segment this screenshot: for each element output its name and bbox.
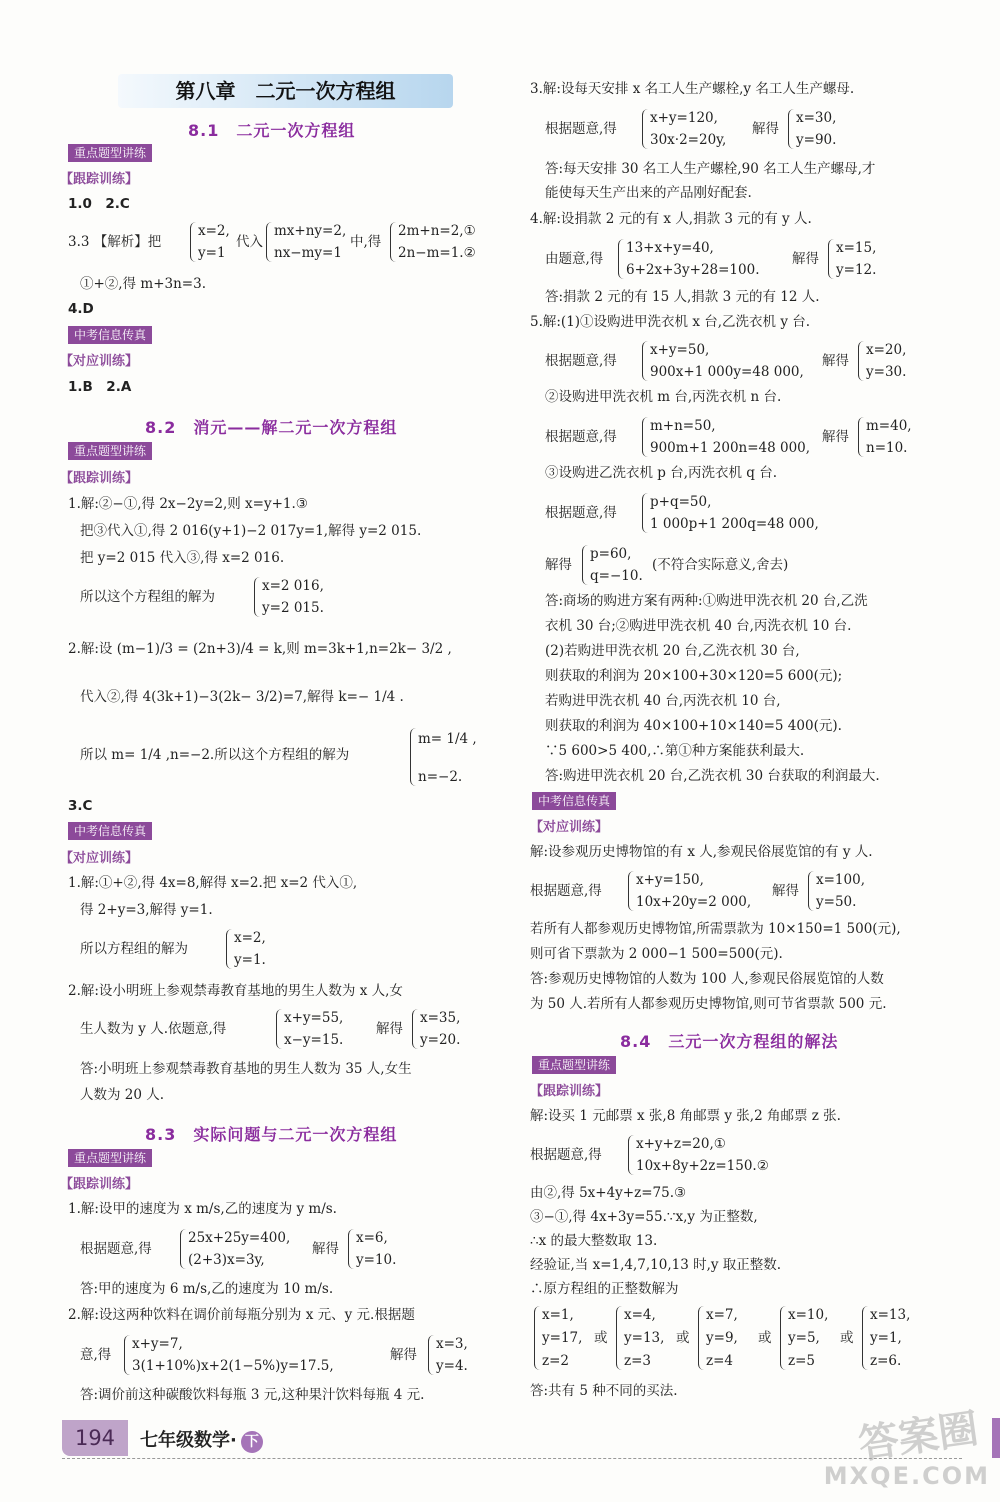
answer-line: 把③代入①,得 2 016(y+1)−2 017y=1,解得 y=2 015. bbox=[80, 523, 422, 539]
brace bbox=[124, 1335, 130, 1375]
eq: x=2, bbox=[234, 930, 266, 946]
answer-line: 解得 bbox=[752, 121, 779, 137]
solution-eq: y=9, bbox=[706, 1330, 738, 1346]
brace bbox=[410, 728, 416, 786]
tag-key-practice: 重点题型讲练 bbox=[68, 1149, 152, 1167]
eq: x=35, bbox=[420, 1010, 461, 1026]
eq: y=1. bbox=[234, 952, 266, 968]
answer-line: ②设购进甲洗衣机 m 台,丙洗衣机 n 台. bbox=[545, 389, 782, 405]
answer-line: 解得 bbox=[822, 429, 849, 445]
brace bbox=[616, 1306, 622, 1370]
brace bbox=[808, 871, 814, 911]
answer-line: 根据题意,得 bbox=[545, 505, 617, 521]
volume-badge: 下 bbox=[241, 1431, 263, 1453]
answer-line: 2.解:设这两种饮料在调价前每瓶分别为 x 元、y 元.根据题 bbox=[68, 1307, 415, 1323]
answer-line: 代入②,得 4(3k+1)−3(2k− 3/2)=7,解得 k=− 1/4 . bbox=[80, 689, 404, 705]
brace bbox=[412, 1009, 418, 1049]
answer-line: 由②,得 5x+4y+z=75.③ bbox=[530, 1185, 687, 1201]
answer-line: 解:设买 1 元邮票 x 张,8 角邮票 y 张,2 角邮票 z 张. bbox=[530, 1108, 841, 1124]
eq: 3(1+10%)x+2(1−5%)y=17.5, bbox=[132, 1358, 334, 1374]
footer-divider bbox=[62, 1458, 962, 1459]
page-number: 194 bbox=[62, 1420, 128, 1456]
answer-line: 人数为 20 人. bbox=[80, 1087, 165, 1103]
subtag-track: 【跟踪训练】 bbox=[530, 1084, 609, 1099]
answer-line: 答:捐款 2 元的有 15 人,捐款 3 元的有 12 人. bbox=[545, 289, 820, 305]
eq: 25x+25y=400, bbox=[188, 1230, 291, 1246]
answer-line: 生人数为 y 人.依题意,得 bbox=[80, 1021, 227, 1037]
answer-line: 解得 bbox=[390, 1347, 417, 1363]
eq: x+y+z=20,① bbox=[636, 1136, 726, 1152]
solution-separator: 或 bbox=[758, 1330, 772, 1346]
tag-key-practice: 重点题型讲练 bbox=[532, 1056, 616, 1074]
solution-eq: z=4 bbox=[706, 1353, 734, 1369]
eq: x+y=150, bbox=[636, 872, 704, 888]
answer-line: 1.解:①+②,得 4x=8,解得 x=2.把 x=2 代入①, bbox=[68, 875, 358, 891]
brace bbox=[582, 545, 588, 585]
answer-line: ∴原方程组的正整数解为 bbox=[530, 1281, 679, 1297]
answer-line: 答:参观历史博物馆的人数为 100 人,参观民俗展览馆的人数 bbox=[530, 971, 884, 987]
eq: y=20. bbox=[420, 1032, 461, 1048]
answer-line: 3.C bbox=[68, 798, 93, 814]
eq: y=30. bbox=[866, 364, 907, 380]
answer-line: 所以方程组的解为 bbox=[80, 941, 188, 957]
eq: x+y=7, bbox=[132, 1336, 183, 1352]
brace bbox=[618, 239, 624, 279]
brace bbox=[858, 341, 864, 381]
eq: q=−10. bbox=[590, 568, 643, 584]
answer-line: 解得 bbox=[772, 883, 799, 899]
answer-line: 1.0 2.C bbox=[68, 196, 130, 212]
eq: m=40, bbox=[866, 418, 912, 434]
answer-line: 若所有人都参观历史博物馆,所需票款为 10×150=1 500(元), bbox=[530, 921, 901, 937]
answer-line: 根据题意,得 bbox=[545, 429, 617, 445]
brace bbox=[180, 1229, 186, 1269]
tag-exam-info: 中考信息传真 bbox=[68, 822, 152, 840]
subtag-track: 【跟踪训练】 bbox=[60, 1177, 139, 1192]
brace bbox=[390, 222, 396, 262]
solution-eq: z=5 bbox=[788, 1353, 816, 1369]
eq: x−y=15. bbox=[284, 1032, 344, 1048]
eq: (2+3)x=3y, bbox=[188, 1252, 265, 1268]
brace bbox=[254, 577, 260, 617]
book-title-text: 七年级数学· bbox=[140, 1430, 237, 1451]
answer-line: 答:调价前这种碳酸饮料每瓶 3 元,这种果汁饮料每瓶 4 元. bbox=[80, 1387, 425, 1403]
answer-line: 答:小明班上参观禁毒教育基地的男生人数为 35 人,女生 bbox=[80, 1061, 412, 1077]
solution-eq: y=1, bbox=[870, 1330, 902, 1346]
brace bbox=[642, 493, 648, 533]
answer-line: 若购进甲洗衣机 40 台,丙洗衣机 10 台, bbox=[545, 693, 781, 709]
answer-line: ∴x 的最大整数取 13. bbox=[530, 1233, 658, 1249]
answer-line: 得 2+y=3,解得 y=1. bbox=[80, 902, 213, 918]
brace bbox=[266, 222, 272, 262]
brace bbox=[780, 1306, 786, 1370]
eq: x=20, bbox=[866, 342, 907, 358]
answer-line: 答:购进甲洗衣机 20 台,乙洗衣机 30 台获取的利润最大. bbox=[545, 768, 880, 784]
brace bbox=[226, 929, 232, 969]
section-8-2-title: 8.2 消元——解二元一次方程组 bbox=[145, 418, 398, 437]
eq: p=60, bbox=[590, 546, 632, 562]
answer-line: 则获取的利润为 40×100+10×140=5 400(元). bbox=[545, 718, 842, 734]
solution-eq: x=13, bbox=[870, 1307, 911, 1323]
answer-line: 根据题意,得 bbox=[545, 121, 617, 137]
brace bbox=[642, 417, 648, 457]
eq: m+n=50, bbox=[650, 418, 716, 434]
eq: x=3, bbox=[436, 1336, 468, 1352]
solution-eq: x=7, bbox=[706, 1307, 738, 1323]
eq: y=1 bbox=[198, 245, 226, 261]
eq: 900m+1 200n=48 000, bbox=[650, 440, 811, 456]
eq: mx+ny=2, bbox=[274, 223, 347, 239]
eq: 2m+n=2,① bbox=[398, 223, 476, 239]
answer-line: 4.解:设捐款 2 元的有 x 人,捐款 3 元的有 y 人. bbox=[530, 211, 812, 227]
answer-line: 答:商场的购进方案有两种:①购进甲洗衣机 20 台,乙洗 bbox=[545, 593, 868, 609]
answer-line: 解得 bbox=[822, 353, 849, 369]
answer-line: 中,得 bbox=[350, 234, 382, 250]
tag-exam-info: 中考信息传真 bbox=[68, 326, 152, 344]
brace bbox=[642, 341, 648, 381]
answer-line: 1.解:②−①,得 2x−2y=2,则 x=y+1.③ bbox=[68, 496, 308, 512]
brace bbox=[862, 1306, 868, 1370]
solution-separator: 或 bbox=[676, 1330, 690, 1346]
eq: n=10. bbox=[866, 440, 908, 456]
eq: y=50. bbox=[816, 894, 857, 910]
answer-line: 5.解:(1)①设购进甲洗衣机 x 台,乙洗衣机 y 台. bbox=[530, 314, 811, 330]
subtag-match: 【对应训练】 bbox=[60, 354, 139, 369]
answer-line: 1.解:设甲的速度为 x m/s,乙的速度为 y m/s. bbox=[68, 1201, 337, 1217]
subtag-match: 【对应训练】 bbox=[530, 820, 609, 835]
eq: 6+2x+3y+28=100. bbox=[626, 262, 760, 278]
answer-line: 则可省下票款为 2 000−1 500=500(元). bbox=[530, 946, 783, 962]
brace bbox=[190, 222, 196, 262]
solution-separator: 或 bbox=[840, 1330, 854, 1346]
edge-tab bbox=[992, 1418, 1000, 1458]
answer-line: ①+②,得 m+3n=3. bbox=[80, 276, 206, 292]
answer-line: 根据题意,得 bbox=[530, 1147, 602, 1163]
eq: x+y=120, bbox=[650, 110, 718, 126]
eq: x=6, bbox=[356, 1230, 388, 1246]
answer-line: 由题意,得 bbox=[545, 251, 604, 267]
eq: x=2, bbox=[198, 223, 230, 239]
solution-eq: x=1, bbox=[542, 1307, 574, 1323]
brace bbox=[628, 871, 634, 911]
solution-separator: 或 bbox=[594, 1330, 608, 1346]
eq: y=12. bbox=[836, 262, 877, 278]
answer-line: 根据题意,得 bbox=[545, 353, 617, 369]
brace bbox=[276, 1009, 282, 1049]
answer-line: 为 50 人.若所有人都参观历史博物馆,则可节省票款 500 元. bbox=[530, 996, 887, 1012]
answer-line: 解得 bbox=[792, 251, 819, 267]
section-8-3-title: 8.3 实际问题与二元一次方程组 bbox=[145, 1125, 398, 1144]
brace bbox=[788, 109, 794, 149]
subtag-match: 【对应训练】 bbox=[60, 851, 139, 866]
solution-eq: y=13, bbox=[624, 1330, 665, 1346]
brace bbox=[428, 1335, 434, 1375]
tag-key-practice: 重点题型讲练 bbox=[68, 144, 152, 162]
brace bbox=[858, 417, 864, 457]
answer-line: 把 y=2 015 代入③,得 x=2 016. bbox=[80, 550, 285, 566]
eq: y=4. bbox=[436, 1358, 468, 1374]
eq: n=−2. bbox=[418, 769, 463, 785]
book-title bbox=[140, 1426, 263, 1453]
eq: y=10. bbox=[356, 1252, 397, 1268]
brace bbox=[828, 239, 834, 279]
subtag-track: 【跟踪训练】 bbox=[60, 471, 139, 486]
solution-eq: y=17, bbox=[542, 1330, 583, 1346]
subtag-track: 【跟踪训练】 bbox=[60, 172, 139, 187]
eq: nx−my=1 bbox=[274, 245, 342, 261]
answer-line: 3.解:设每天安排 x 名工人生产螺栓,y 名工人生产螺母. bbox=[530, 81, 855, 97]
eq: 10x+20y=2 000, bbox=[636, 894, 752, 910]
answer-line: 解得 bbox=[312, 1241, 339, 1257]
eq: x+y=50, bbox=[650, 342, 710, 358]
brace bbox=[628, 1135, 634, 1175]
answer-line: 根据题意,得 bbox=[80, 1241, 152, 1257]
eq: 900x+1 000y=48 000, bbox=[650, 364, 804, 380]
eq: x=30, bbox=[796, 110, 837, 126]
answer-line: ∵5 600>5 400,∴第①种方案能获利最大. bbox=[545, 743, 805, 759]
eq: x=15, bbox=[836, 240, 877, 256]
eq: 2n−m=1.② bbox=[398, 245, 476, 261]
section-8-1-title: 8.1 二元一次方程组 bbox=[188, 121, 356, 140]
answer-line: 2.解:设小明班上参观禁毒教育基地的男生人数为 x 人,女 bbox=[68, 983, 403, 999]
answer-line: ③−①,得 4x+3y=55.∵x,y 为正整数, bbox=[530, 1209, 758, 1225]
brace bbox=[348, 1229, 354, 1269]
answer-line: 1.B 2.A bbox=[68, 379, 132, 395]
eq: 1 000p+1 200q=48 000, bbox=[650, 516, 819, 532]
answer-line: 则获取的利润为 20×100+30×120=5 600(元); bbox=[545, 668, 843, 684]
solution-eq: x=10, bbox=[788, 1307, 829, 1323]
answer-line: 意,得 bbox=[80, 1347, 112, 1363]
answer-line: 答:每天安排 30 名工人生产螺栓,90 名工人生产螺母,才 bbox=[545, 161, 876, 177]
answer-line: 解:设参观历史博物馆的有 x 人,参观民俗展览馆的有 y 人. bbox=[530, 844, 873, 860]
watermark-url: MXQE.COM bbox=[823, 1462, 990, 1490]
answer-line: 解得 bbox=[545, 557, 572, 573]
section-8-4-title: 8.4 三元一次方程组的解法 bbox=[620, 1032, 839, 1051]
tag-key-practice: 重点题型讲练 bbox=[68, 442, 152, 460]
solution-eq: z=3 bbox=[624, 1353, 652, 1369]
solution-eq: x=4, bbox=[624, 1307, 656, 1323]
brace bbox=[642, 109, 648, 149]
answer-line: 根据题意,得 bbox=[530, 883, 602, 899]
answer-line: 经验证,当 x=1,4,7,10,13 时,y 取正整数. bbox=[530, 1257, 782, 1273]
answer-line: 衣机 30 台;②购进甲洗衣机 40 台,丙洗衣机 10 台. bbox=[545, 618, 852, 634]
brace bbox=[534, 1306, 540, 1370]
answer-line: 所以这个方程组的解为 bbox=[80, 589, 215, 605]
answer-line: 代入 bbox=[236, 234, 263, 250]
eq: 13+x+y=40, bbox=[626, 240, 714, 256]
eq: m= 1/4 , bbox=[418, 731, 477, 747]
solution-eq: y=5, bbox=[788, 1330, 820, 1346]
answer-line: 2.解:设 (m−1)/3 = (2n+3)/4 = k,则 m=3k+1,n=2k− 3/2 , bbox=[68, 641, 452, 657]
answer-line: 4.D bbox=[68, 301, 94, 317]
watermark-logo: 答案圈 bbox=[855, 1405, 982, 1469]
eq: y=90. bbox=[796, 132, 837, 148]
answer-line: 3.3 【解析】把 bbox=[68, 234, 162, 250]
eq: y=2 015. bbox=[262, 600, 324, 616]
solution-eq: z=2 bbox=[542, 1353, 570, 1369]
eq: x=2 016, bbox=[262, 578, 324, 594]
chapter-title: 第八章 二元一次方程组 bbox=[118, 74, 453, 108]
brace bbox=[698, 1306, 704, 1370]
eq: x+y=55, bbox=[284, 1010, 344, 1026]
answer-line: 能使每天生产出来的产品刚好配套. bbox=[545, 185, 752, 201]
answer-line: 答:共有 5 种不同的买法. bbox=[530, 1383, 678, 1399]
answer-line: 所以 m= 1/4 ,n=−2.所以这个方程组的解为 bbox=[80, 747, 350, 763]
eq: x=100, bbox=[816, 872, 865, 888]
eq: p+q=50, bbox=[650, 494, 712, 510]
answer-line: 解得 bbox=[376, 1021, 403, 1037]
answer-line: ③设购进乙洗衣机 p 台,丙洗衣机 q 台. bbox=[545, 465, 778, 481]
solution-eq: z=6. bbox=[870, 1353, 902, 1369]
answer-line: (不符合实际意义,舍去) bbox=[652, 557, 789, 573]
answer-line: 答:甲的速度为 6 m/s,乙的速度为 10 m/s. bbox=[80, 1281, 334, 1297]
answer-line: (2)若购进甲洗衣机 20 台,乙洗衣机 30 台, bbox=[545, 643, 800, 659]
eq: 10x+8y+2z=150.② bbox=[636, 1158, 769, 1174]
eq: 30x·2=20y, bbox=[650, 132, 727, 148]
tag-exam-info: 中考信息传真 bbox=[532, 792, 616, 810]
